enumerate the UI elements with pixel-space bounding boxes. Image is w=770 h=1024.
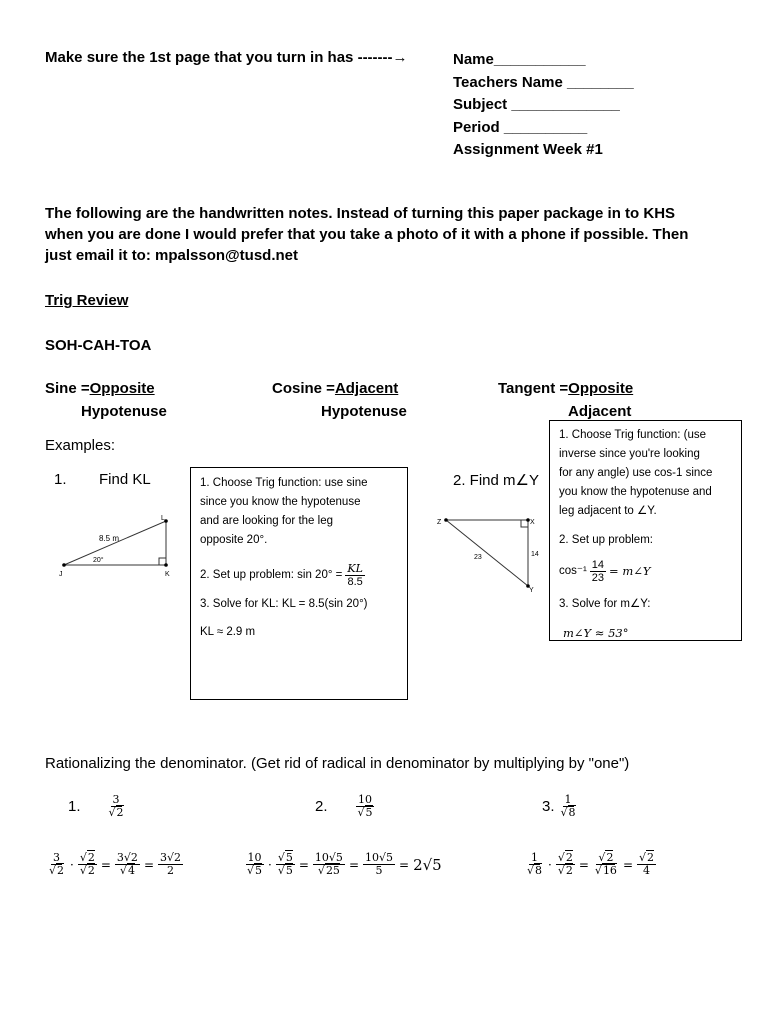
solution-3: $\frac{1}{√8}$ · $\frac{√2}{√2}$ = $\frac{√2}{√16}$ = $\frac{√2}{4}$ [527,851,655,877]
side-length-label: 8.5 m [99,534,120,543]
soh-cah-toa: SOH-CAH-TOA [45,337,152,354]
problem-3: 3. $\frac{1}{√8}$ [542,793,576,819]
intro-paragraph: The following are the handwritten notes. Instead of turning this paper package in to KHS when you are done I would prefer that you take a photo of it with a phone if possible. Then just email it to: mpalsson@tusd.net [45,205,689,264]
name-field: Name___________ [453,51,586,68]
solution-1: $\frac{3}{√2}$ · $\frac{√2}{√2}$ = $\frac{3√2}{√4}$ = $\frac{3√2}{2}$ [49,851,182,877]
example1-prompt: Find KL [99,471,151,488]
cosine-denominator: Hypotenuse [321,403,407,420]
examples-label: Examples: [45,437,116,454]
problem-1: 1. $\frac{3}{√2}$ [68,793,124,819]
turn-in-instruction: Make sure the 1st page that you turn in has -------→ [45,49,408,66]
example2-step2-equation: cos⁻¹ $\frac{14}{23}$ = m∠Y [559,559,651,584]
example1-step2: 2. Set up problem: sin 20° = $\frac{KL}{8.5}$ [200,562,363,588]
teachers-name-field: Teachers Name ________ [453,73,634,91]
trig-review-title: Trig Review [45,292,129,309]
example1-number: 1. [54,471,67,488]
example2-solution-box: 1. Choose Trig function: (use inverse since you're looking for any angle) use cos-1 since you know the hypotenuse and leg adjacent to ∠Y. 2. Set up problem: cos⁻¹ $\frac{14}{23}$ = m∠Y 3. Solve for m∠Y: m∠Y ≈ 53° [549,420,742,641]
triangle-jkl-diagram [55,510,185,580]
example1-solution-box: 1. Choose Trig function: use sine since you know the hypotenuse and are looking for the leg opposite 20°. 2. Set up problem: sin 20° = $\frac{KL}{8.5}$ 3. Solve for KL: KL = 8.5(sin 20°) KL ≈ 2.9 m [190,467,408,700]
cosine-ratio: Cosine =Adjacent [272,380,399,397]
vertex-k: K [165,571,170,578]
vertex-x: X [530,519,535,526]
example2-answer: m∠Y ≈ 53° [563,626,629,640]
triangle-xyz-diagram [432,512,547,594]
sine-denominator: Hypotenuse [81,403,167,420]
vertex-y: Y [529,587,534,594]
example1-answer: KL ≈ 2.9 m [200,626,256,638]
example2-prompt: 2. Find m∠Y [453,472,539,489]
sine-ratio: Sine =Opposite [45,380,155,397]
assignment-label: Assignment Week #1 [453,141,603,158]
vertex-j: J [59,571,63,578]
vertex-l: L [161,515,165,522]
tangent-denominator: Adjacent [568,403,632,420]
rationalize-title: Rationalizing the denominator. (Get rid of radical in denominator by multiplying by "one") [45,755,630,772]
angle-label: 20° [93,557,104,564]
leg-label: 14 [531,551,539,558]
hypotenuse-label: 23 [474,554,482,561]
tangent-ratio: Tangent =Opposite [498,380,634,397]
problem-2: 2. $\frac{10}{√5}$ [315,793,373,819]
vertex-z: Z [437,519,442,526]
solution-2: $\frac{10}{√5}$ · $\frac{√5}{√5}$ = $\frac{10√5}{√25}$ = $\frac{10√5}{5}$ = 2√5 [247,851,442,877]
period-field: Period __________ [453,118,588,136]
header-fields [453,49,634,162]
subject-field: Subject _____________ [453,96,620,113]
